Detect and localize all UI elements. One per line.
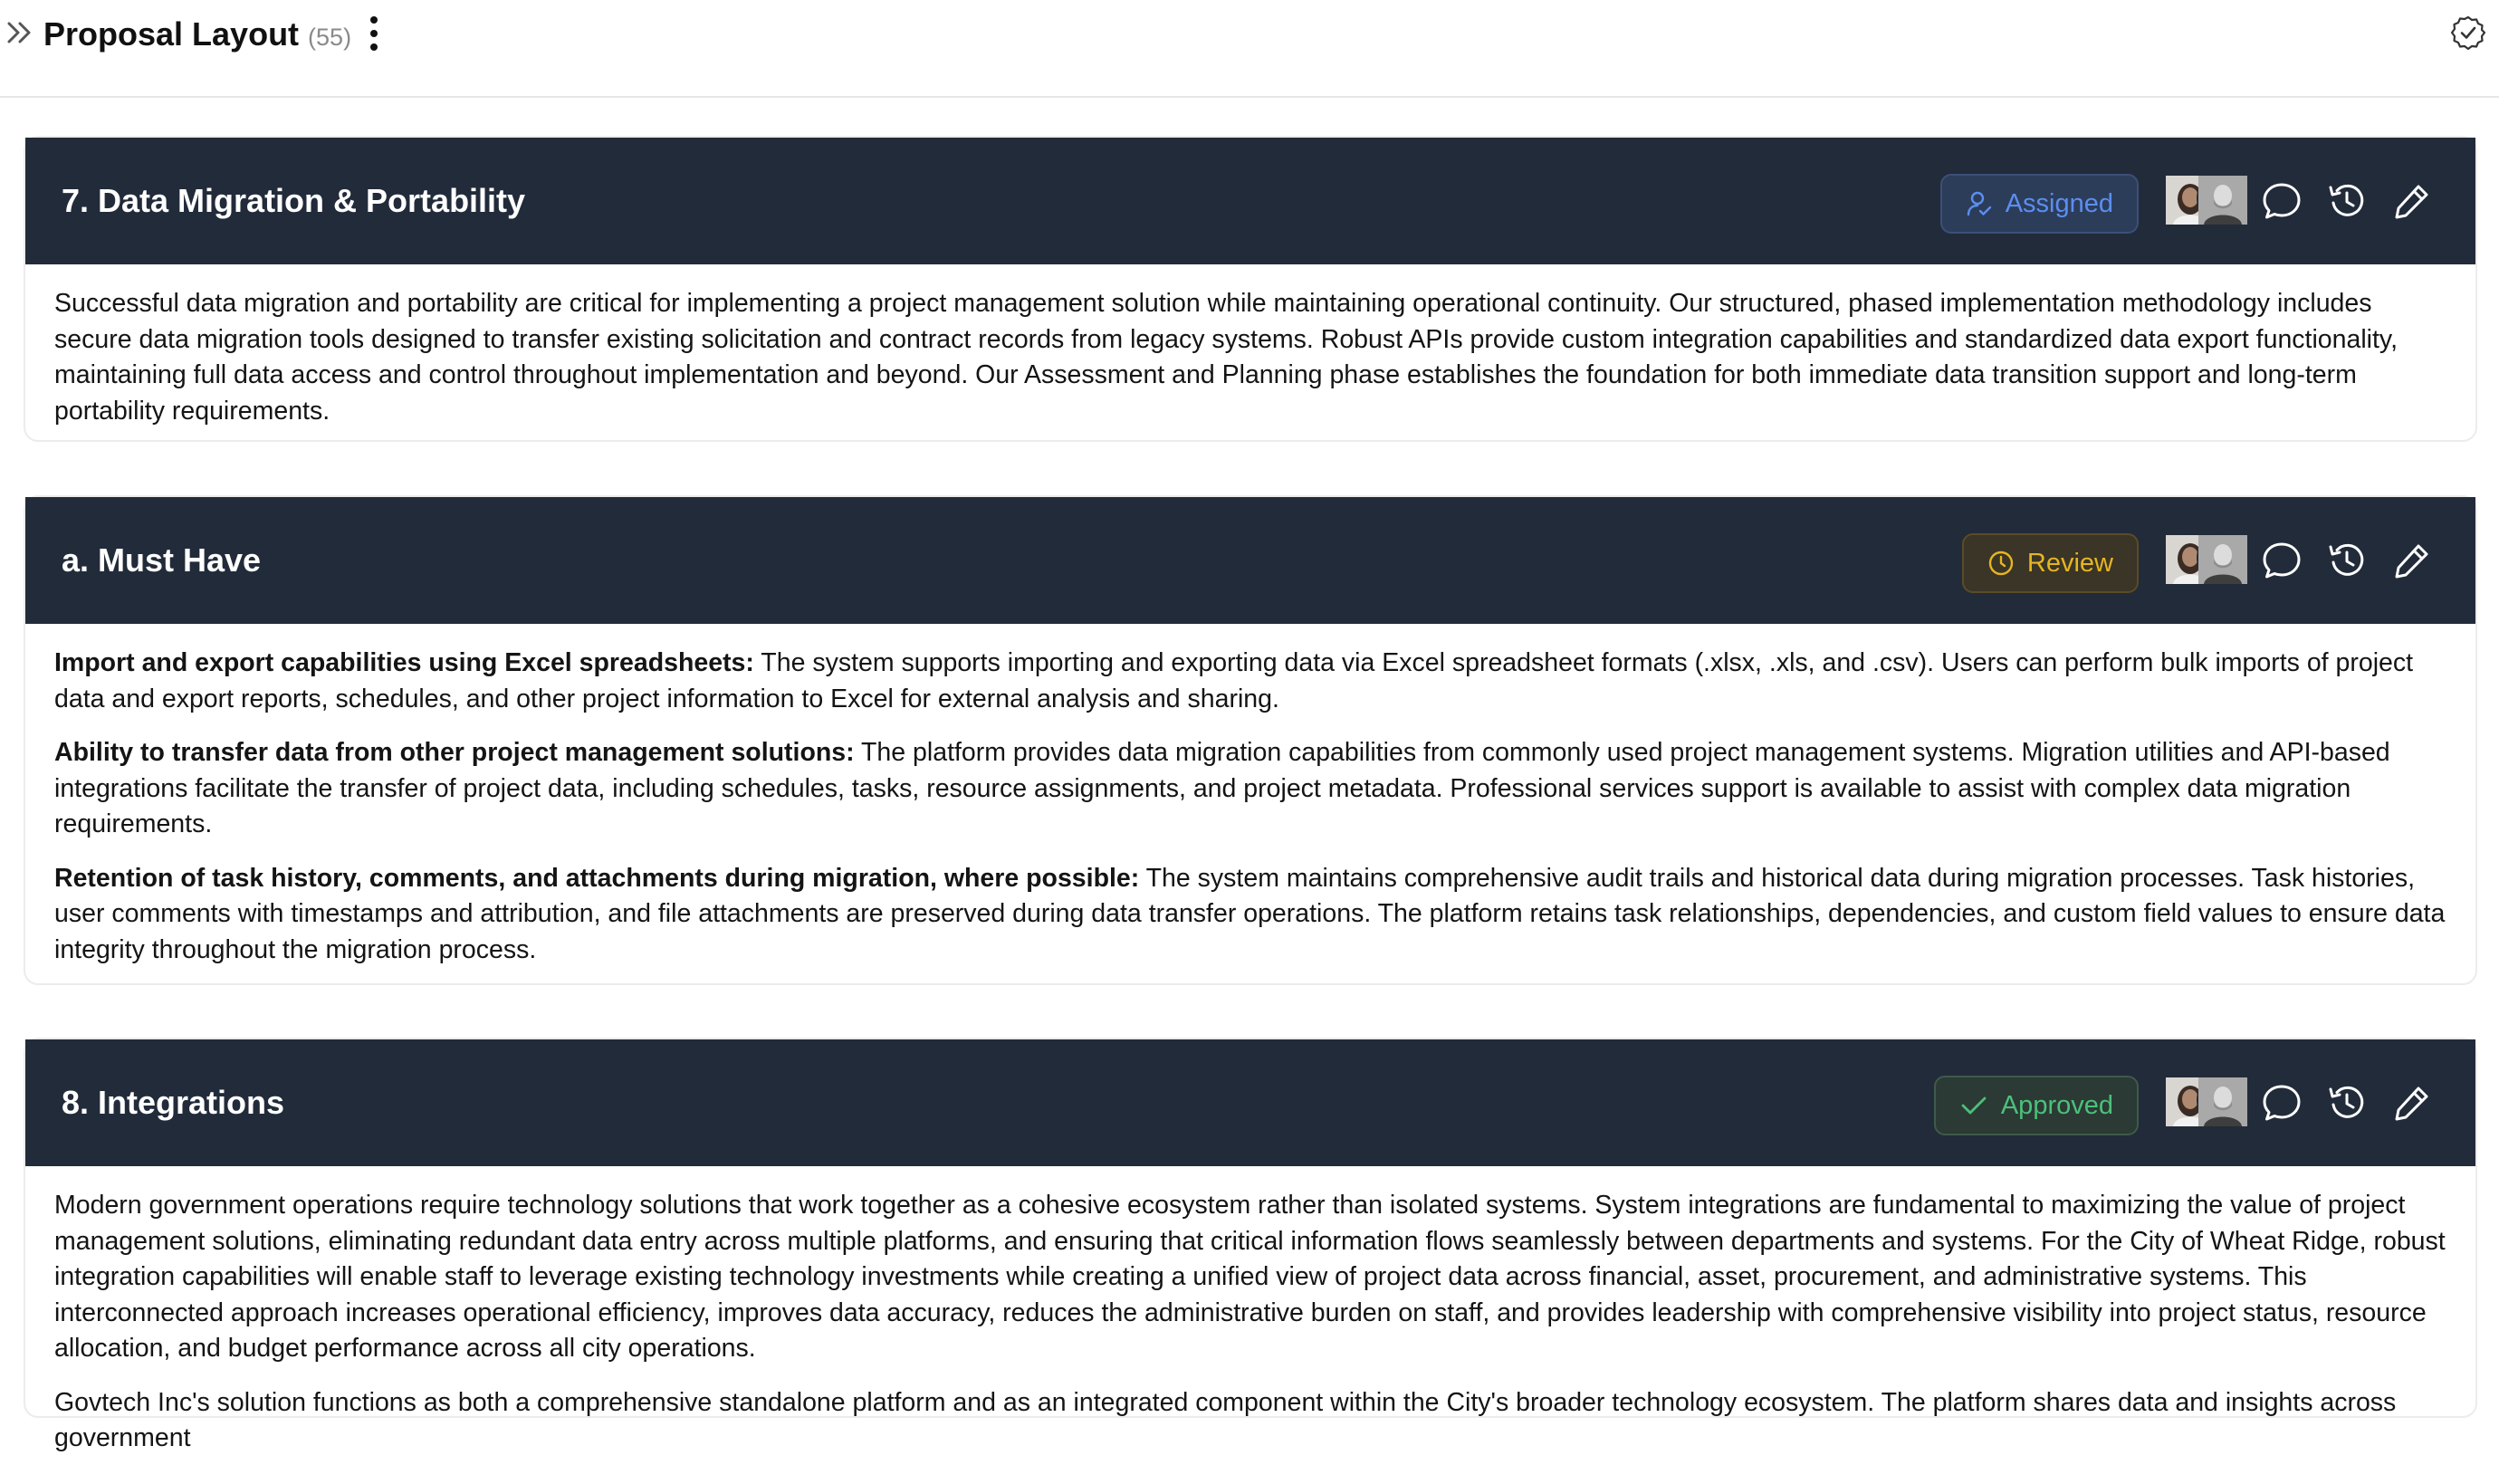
page-title-group [43, 9, 351, 60]
comment-icon[interactable] [2260, 179, 2303, 223]
paragraph-text: Successful data migration and portability are critical for implementing a project management solution while maintaining operational continuity. Our structured, phased implementation methodology includes secure data migration tools designed to transfer existing solicitation and contract records from legacy systems. Robust APIs provide custom integration capabilities and standardized data export functionality, maintaining full data access and control throughout implementation and beyond. Our Assessment and Planning phase establishes the foundation for both immediate data transition support and long-term portability requirements. [54, 289, 2398, 426]
edit-pencil-icon[interactable] [2390, 179, 2434, 223]
page-title: Proposal Layout [43, 15, 300, 53]
section-title: 8. Integrations [62, 1084, 285, 1121]
section-card-must-have [24, 495, 2477, 985]
comment-icon[interactable] [2260, 539, 2303, 582]
section-card-integrations [24, 1038, 2477, 1452]
more-vertical-icon[interactable] [360, 13, 388, 54]
status-label: Review [2026, 548, 2113, 578]
body-paragraph [54, 1188, 2446, 1367]
history-icon[interactable] [2325, 1081, 2369, 1125]
badge-shadow [1950, 1132, 2124, 1143]
badge-shadow [1978, 589, 2124, 600]
paragraph-text: Modern government operations require technology solutions that work together as a cohesive ecosystem rather than isolated systems. System integrations are fundamental to maximizing the value of project management solutions, eliminating redundant data entry across multiple platforms, and ensuring that critical information flows seamlessly between departments and systems. For the City of Wheat Ridge, robust integration capabilities will enable staff to leverage existing technology investments while creating a unified view of project data across financial, asset, procurement, and administrative systems. This interconnected approach increases operational efficiency, improves data accuracy, reduces the administrative burden on staff, and provides leadership with comprehensive visibility into project status, resource allocation, and budget performance across all city operations. [54, 1191, 2446, 1363]
status-badge-assigned[interactable] [1940, 174, 2139, 234]
paragraph-text: The system maintains comprehensive audit trails and historical data during migration processes. Task histories, user comments with timestamps and attribution, and file attachments are preserved during data transfer operations. The platform retains task relationships, dependencies, and custom field values to ensure data integrity throughout the migration process. [54, 863, 2446, 964]
assignee-avatars[interactable] [2164, 533, 2247, 582]
avatar [2197, 533, 2245, 582]
avatar [2197, 1076, 2245, 1125]
section-title: a. Must Have [62, 541, 262, 579]
history-icon[interactable] [2325, 539, 2369, 582]
section-body [25, 264, 2475, 456]
history-icon[interactable] [2325, 179, 2369, 223]
paragraph-text: Govtech Inc's solution functions as both a comprehensive standalone platform and as an integrated component within the City's broader technology ecosystem. The platform shares data and insights across government [54, 1387, 2397, 1452]
requirement-label: Ability to transfer data from other project management solutions: [54, 738, 855, 767]
section-body [25, 624, 2475, 995]
body-paragraph [54, 861, 2446, 969]
badge-shadow [1957, 230, 2124, 241]
clock-icon [1987, 550, 2015, 577]
body-paragraph [54, 1385, 2446, 1457]
avatar [2197, 174, 2245, 223]
section-title: 7. Data Migration & Portability [62, 182, 526, 219]
assignee-avatars[interactable] [2164, 1076, 2247, 1125]
user-check-icon [1966, 190, 1993, 217]
section-header [25, 497, 2475, 624]
paragraph-text: The system supports importing and exporting data via Excel spreadsheet formats (.xlsx, .xls, and .csv). Users can perform bulk imports of project data and export reports, schedules, and other project information to Excel for external analysis and sharing. [54, 648, 2414, 713]
section-card-data-migration [24, 136, 2477, 442]
section-header [25, 1039, 2475, 1166]
body-paragraph [54, 735, 2446, 843]
body-paragraph [54, 646, 2446, 717]
assignee-avatars[interactable] [2164, 174, 2247, 223]
section-count: (55) [308, 24, 352, 51]
status-badge-approved[interactable] [1934, 1076, 2139, 1135]
comment-icon[interactable] [2260, 1081, 2303, 1125]
expand-sidebar-icon[interactable] [5, 16, 34, 49]
section-header [25, 138, 2475, 264]
paragraph-text: The platform provides data migration capabilities from commonly used project management systems. Migration utilities and API-based integrations facilitate the transfer of project data, including schedules, tasks, resource assignments, and project metadata. Professional services support is available to assist with complex data migration requirements. [54, 738, 2390, 838]
checkmark-icon [1959, 1092, 1988, 1119]
top-bar [0, 0, 2499, 98]
requirement-label: Retention of task history, comments, and attachments during migration, where possible: [54, 863, 1140, 893]
status-label: Approved [2000, 1090, 2113, 1120]
status-badge-review[interactable] [1962, 533, 2139, 593]
body-paragraph [54, 286, 2446, 429]
edit-pencil-icon[interactable] [2390, 539, 2434, 582]
requirement-label: Import and export capabilities using Excel spreadsheets: [54, 648, 754, 677]
status-check-icon[interactable] [2450, 14, 2486, 51]
edit-pencil-icon[interactable] [2390, 1081, 2434, 1125]
status-label: Assigned [2005, 188, 2113, 218]
section-body [25, 1166, 2475, 1484]
